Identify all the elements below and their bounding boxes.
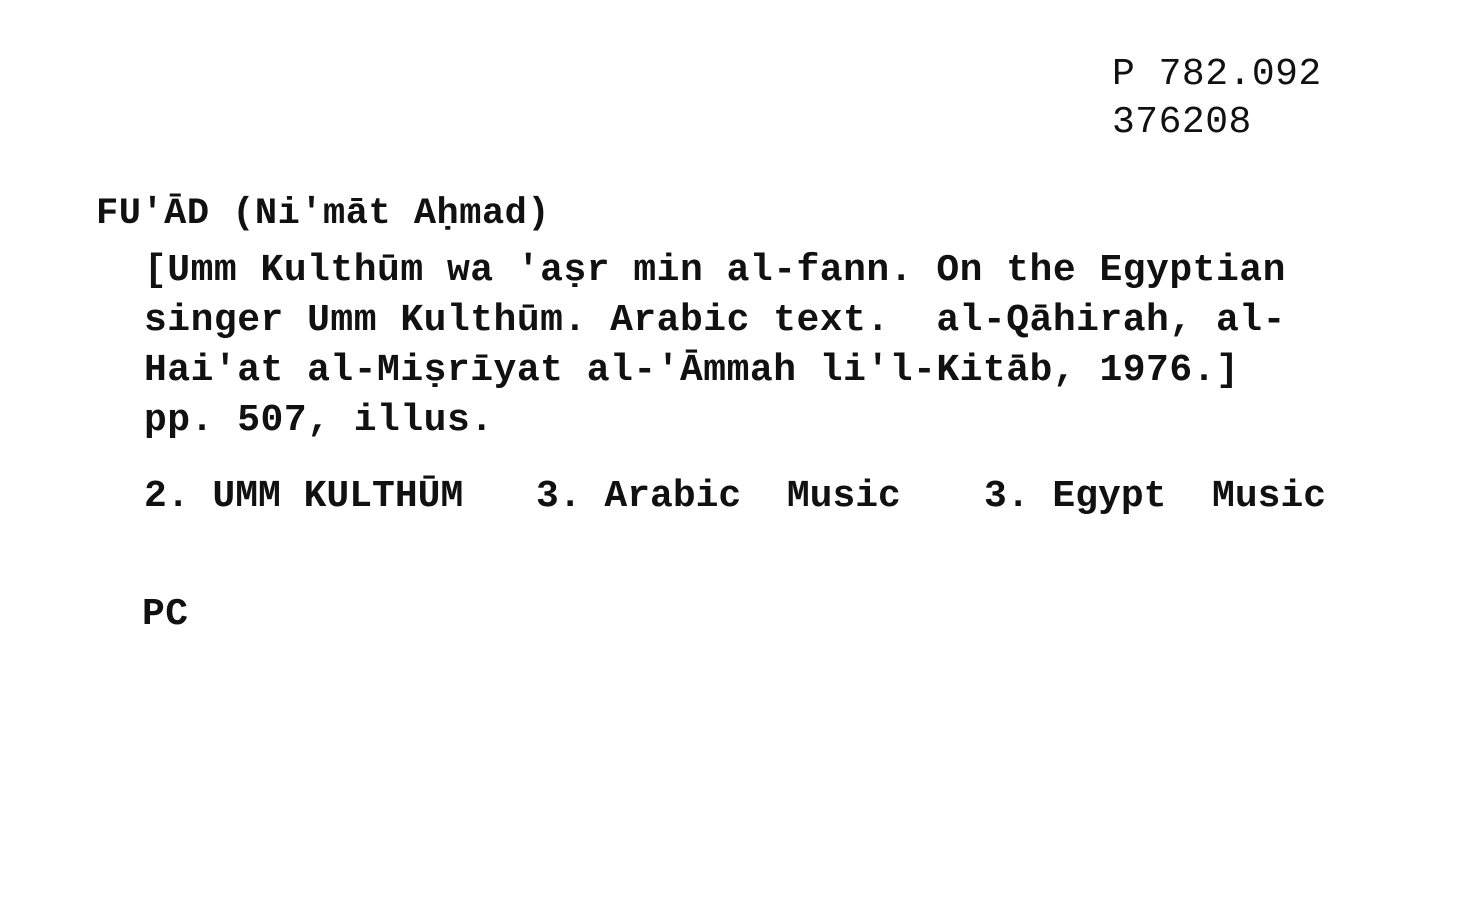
description-line-4: pp. 507, illus. xyxy=(144,399,494,442)
description-line-2: singer Umm Kulthūm. Arabic text. al-Qāhirah, al- xyxy=(144,299,1286,342)
description-line-1: [Umm Kulthūm wa 'aṣr min al-fann. On the Egyptian xyxy=(144,249,1286,292)
call-number-class: P 782.092 xyxy=(1112,53,1322,96)
call-number-accession: 376208 xyxy=(1112,101,1252,144)
location-code: PC xyxy=(142,593,189,636)
subject-heading-1: 2. UMM KULTHŪM xyxy=(144,475,464,518)
subject-headings xyxy=(144,475,1374,520)
subject-heading-2: 3. Arabic Music xyxy=(536,475,901,518)
author-heading: FU'ĀD (Ni'māt Aḥmad) xyxy=(96,193,551,235)
subject-heading-3: 3. Egypt Music xyxy=(984,475,1327,518)
description-line-3: Hai'at al-Miṣrīyat al-'Āmmah li'l-Kitāb, 1976.] xyxy=(144,349,1240,392)
